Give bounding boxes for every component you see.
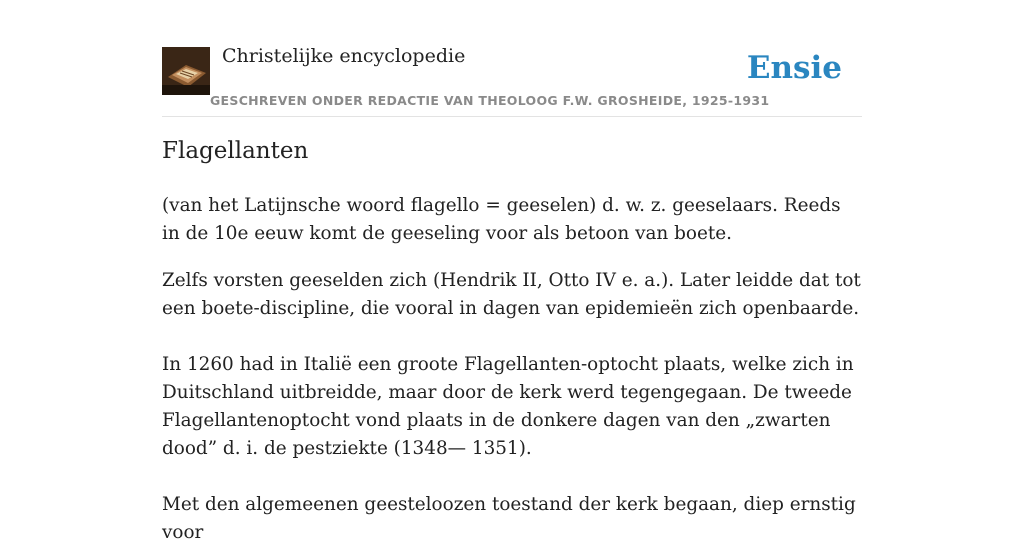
article-body: [162, 192, 862, 547]
paragraph-1: (van het Latijnsche woord flagello = geeselen) d. w. z. geeselaars. Reeds in de 10e eeuw komt de geeseling voor als betoon van boete.: [162, 195, 841, 244]
site-subtitle: GESCHREVEN ONDER REDACTIE VAN THEOLOOG F.W. GROSHEIDE, 1925-1931: [210, 93, 770, 108]
site-title-link[interactable]: Christelijke encyclopedie: [222, 45, 466, 67]
article-title: Flagellanten: [162, 138, 309, 164]
brand-logo-link[interactable]: Ensie: [746, 50, 842, 86]
book-photo-icon: [162, 47, 210, 95]
page: [162, 0, 862, 543]
paragraph-4: Met den algemeenen geesteloozen toestand der kerk begaan, diep ernstig voor: [162, 494, 856, 543]
paragraph-3: In 1260 had in Italië een groote Flagellanten-optocht plaats, welke zich in Duitschland uitbreidde, maar door de kerk werd tegengegaan. De tweede Flagellantenoptocht vond plaats in de donkere dagen van den „zwarten dood” d. i. de pestziekte (1348— 1351).: [162, 354, 854, 459]
avatar[interactable]: [162, 47, 210, 95]
paragraph-2: Zelfs vorsten geeselden zich (Hendrik II, Otto IV e. a.). Later leidde dat tot een boete-discipline, die vooral in dagen van epidemieën zich openbaarde.: [162, 270, 861, 319]
site-header: [162, 0, 862, 117]
